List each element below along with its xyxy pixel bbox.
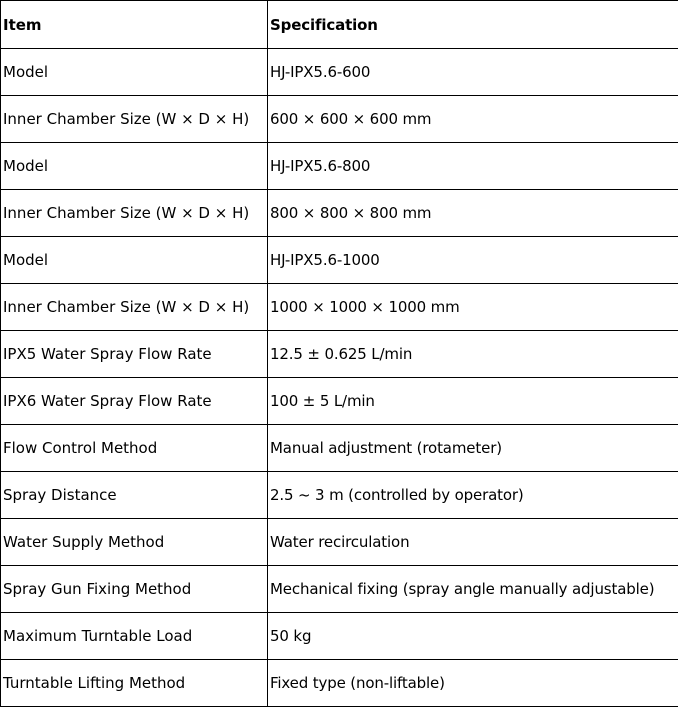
spec-cell: Fixed type (non-liftable) [268, 660, 678, 707]
item-cell: Maximum Turntable Load [1, 613, 268, 660]
spec-cell: 800 × 800 × 800 mm [268, 190, 678, 237]
table-row [1, 472, 678, 519]
spec-cell: Mechanical fixing (spray angle manually adjustable) [268, 566, 678, 613]
table-row [1, 237, 678, 284]
table-row [1, 613, 678, 660]
table-row [1, 519, 678, 566]
column-header-specification: Specification [268, 1, 678, 49]
item-cell: Model [1, 49, 268, 96]
item-cell: IPX5 Water Spray Flow Rate [1, 331, 268, 378]
spec-cell: HJ-IPX5.6-800 [268, 143, 678, 190]
table-row [1, 660, 678, 707]
item-cell: Inner Chamber Size (W × D × H) [1, 284, 268, 331]
item-cell: Spray Gun Fixing Method [1, 566, 268, 613]
spec-cell: HJ-IPX5.6-600 [268, 49, 678, 96]
table-row [1, 96, 678, 143]
item-cell: IPX6 Water Spray Flow Rate [1, 378, 268, 425]
spec-cell: 100 ± 5 L/min [268, 378, 678, 425]
table-body [1, 49, 678, 707]
spec-cell: 12.5 ± 0.625 L/min [268, 331, 678, 378]
item-cell: Model [1, 237, 268, 284]
table-row [1, 566, 678, 613]
item-cell: Spray Distance [1, 472, 268, 519]
table-row [1, 425, 678, 472]
spec-cell: 2.5 ~ 3 m (controlled by operator) [268, 472, 678, 519]
spec-cell: Manual adjustment (rotameter) [268, 425, 678, 472]
spec-cell: HJ-IPX5.6-1000 [268, 237, 678, 284]
table-row [1, 49, 678, 96]
item-cell: Model [1, 143, 268, 190]
spec-cell: 600 × 600 × 600 mm [268, 96, 678, 143]
spec-cell: 1000 × 1000 × 1000 mm [268, 284, 678, 331]
table-row [1, 378, 678, 425]
item-cell: Flow Control Method [1, 425, 268, 472]
table-row [1, 331, 678, 378]
item-cell: Inner Chamber Size (W × D × H) [1, 96, 268, 143]
table-row [1, 284, 678, 331]
column-header-item: Item [1, 1, 268, 49]
item-cell: Inner Chamber Size (W × D × H) [1, 190, 268, 237]
spec-cell: Water recirculation [268, 519, 678, 566]
table-row [1, 190, 678, 237]
table-row [1, 143, 678, 190]
header-row [1, 1, 678, 49]
spec-cell: 50 kg [268, 613, 678, 660]
table-header [1, 1, 678, 49]
item-cell: Turntable Lifting Method [1, 660, 268, 707]
item-cell: Water Supply Method [1, 519, 268, 566]
